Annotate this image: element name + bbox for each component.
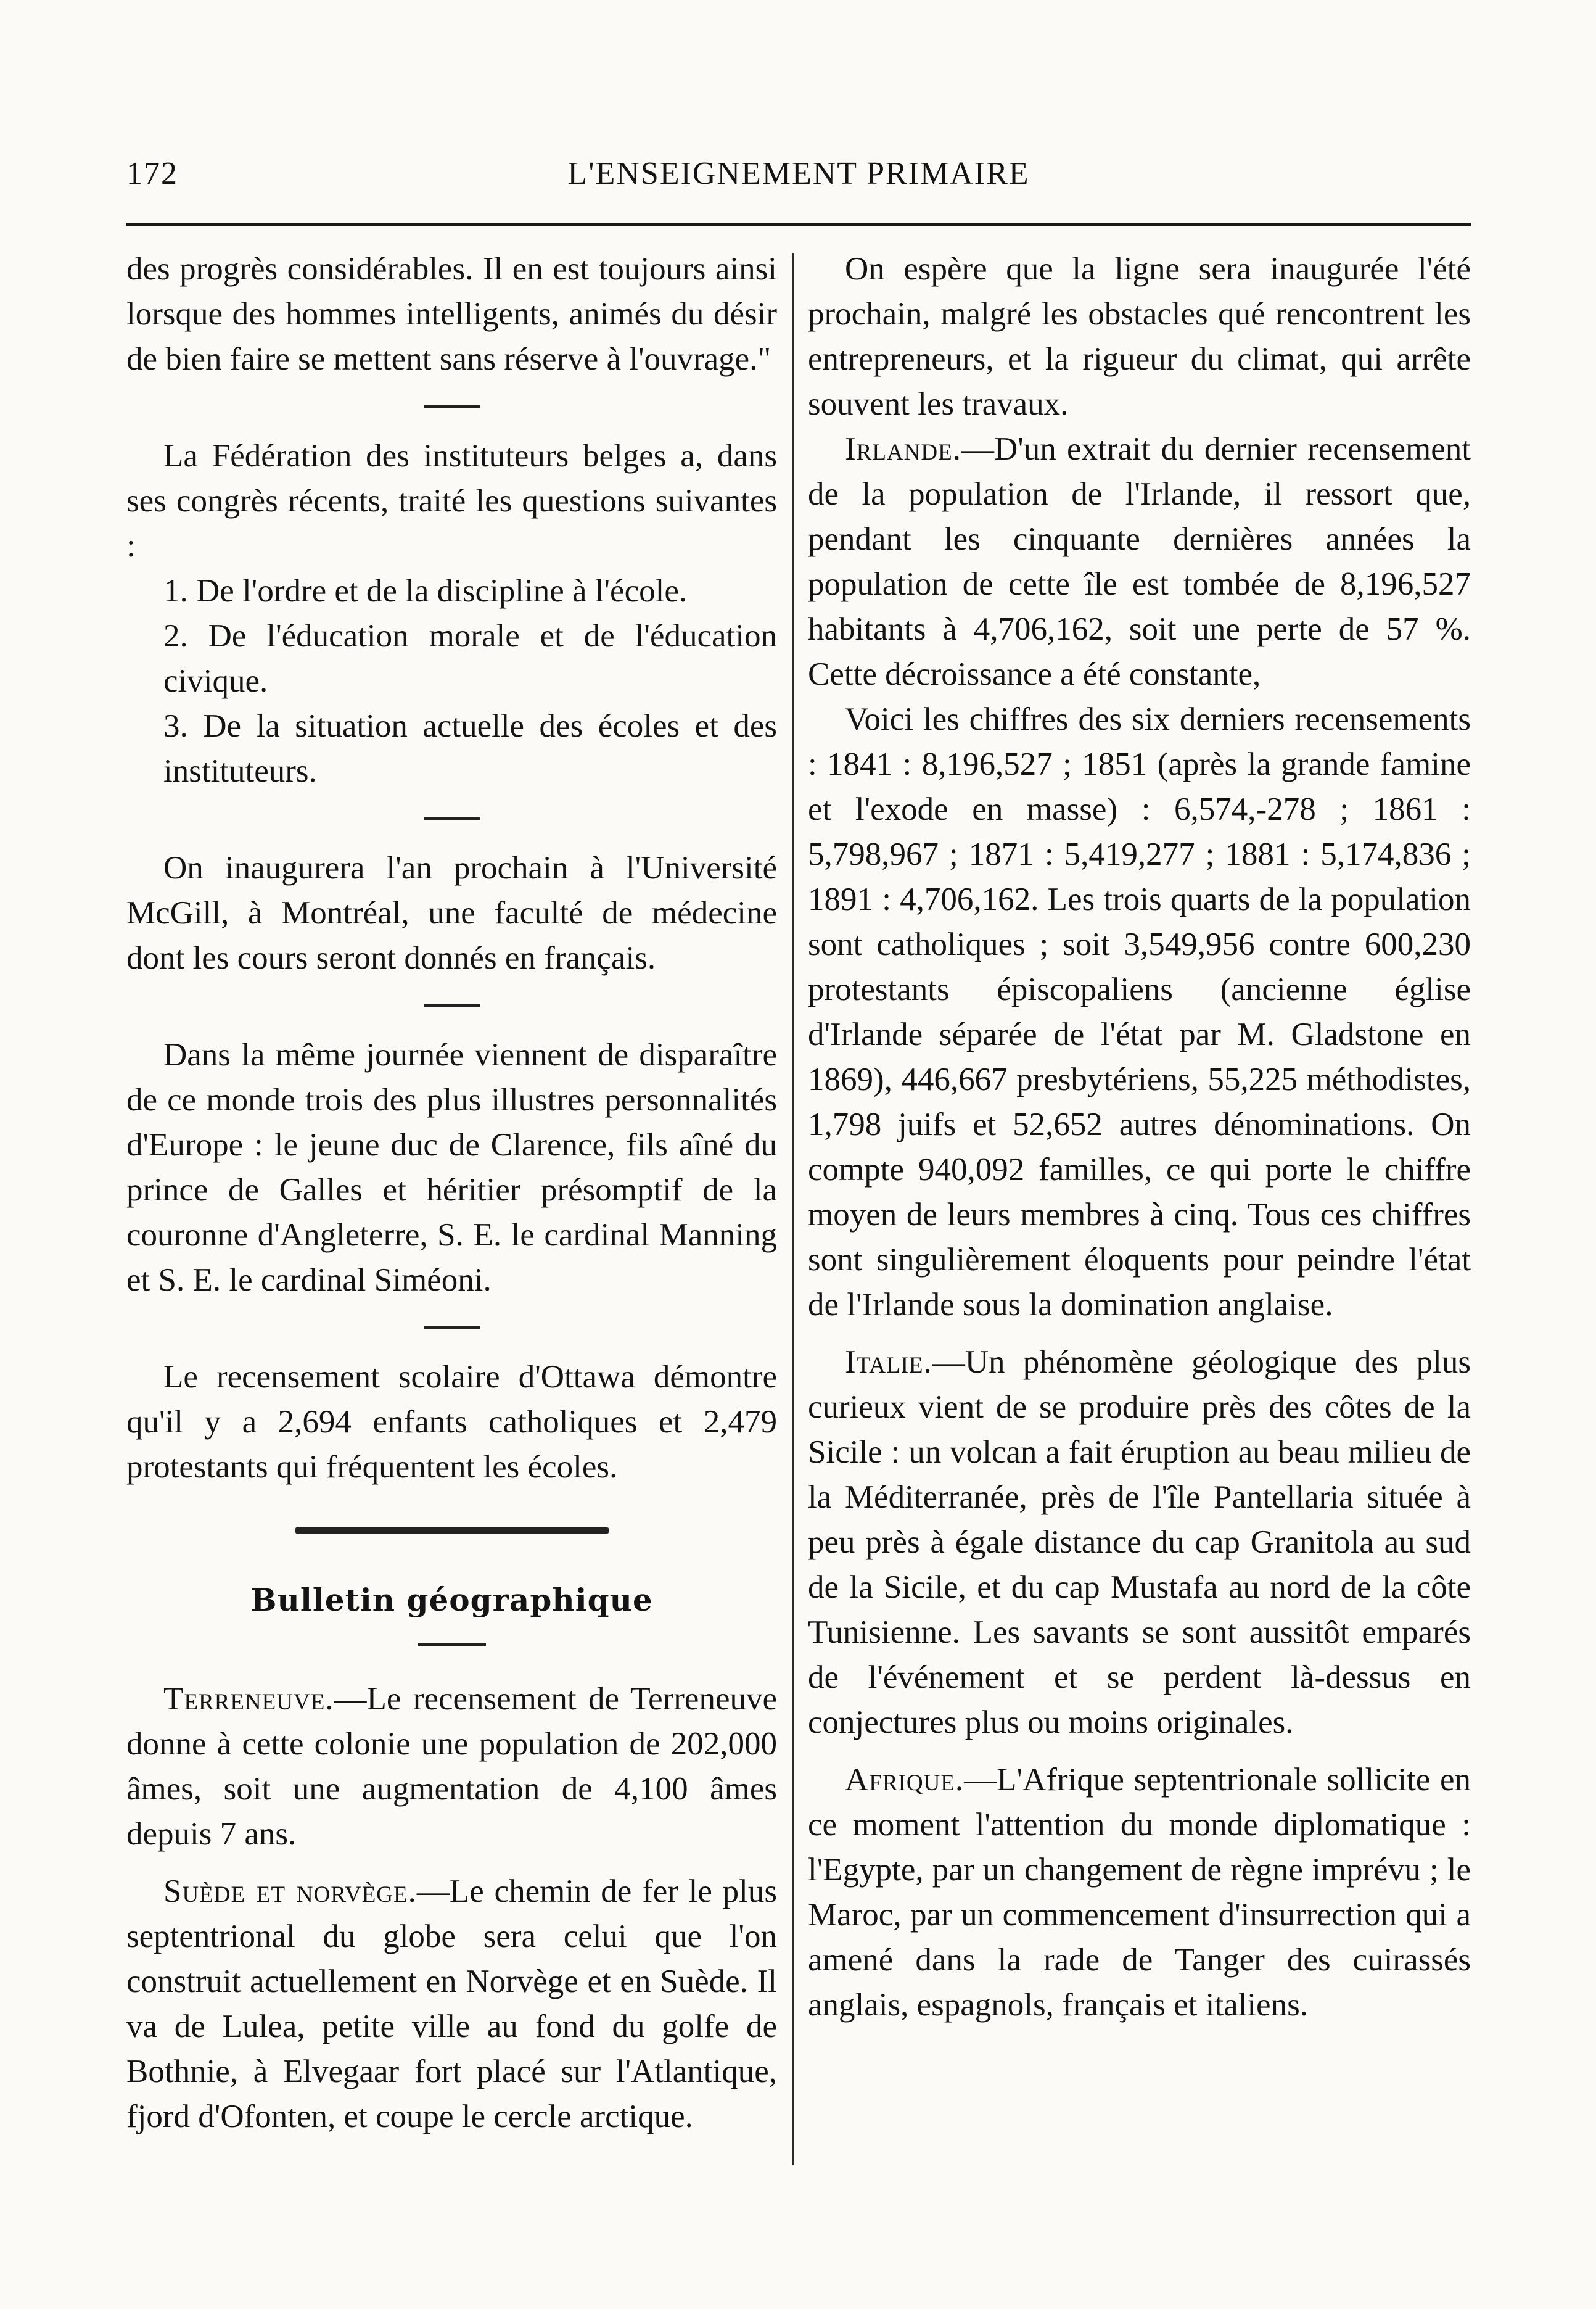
list-item: 2. De l'éducation morale et de l'éducation civique. bbox=[163, 618, 777, 699]
ornamental-rule bbox=[295, 1527, 609, 1534]
separator-rule bbox=[418, 1643, 486, 1646]
paragraph-personnalites: Dans la même journée viennent de disparaître de ce monde trois des plus illustres personnalités d'Europe : le jeune duc de Clarence, fils aîné du prince de Galles et héritier présomptif de la couronne d'Angleterre, S. E. le cardinal Manning et S. E. le cardinal Siméoni. bbox=[126, 1037, 777, 1298]
entry-lead: Italie. bbox=[845, 1344, 932, 1380]
paragraph-mcgill: On inaugurera l'an prochain à l'Université McGill, à Montréal, une faculté de médecine dont les cours seront donnés en français. bbox=[126, 850, 777, 976]
left-column bbox=[126, 247, 777, 2139]
paragraph-afrique bbox=[808, 1758, 1471, 2028]
paragraph-suede bbox=[126, 1869, 777, 2139]
entry-lead: Afrique. bbox=[845, 1762, 965, 1798]
entry-lead: Suède et norvège. bbox=[163, 1873, 417, 1909]
spacer bbox=[126, 1857, 777, 1869]
paragraph-ottawa: Le recensement scolaire d'Ottawa démontre qu'il y a 2,694 enfants catholiques et 2,479 protestants qui fréquentent les écoles. bbox=[126, 1359, 777, 1485]
paragraph-italie bbox=[808, 1340, 1471, 1745]
entry-text: —L'Afrique septentrionale sollicite en ce moment l'attention du monde diplomatique : l'Egypte, par un changement de règne imprévu ; le Maroc, par un commencement d'insurrection qui a amené dans la rade de Tanger des cuirassés anglais, espagnols, français et italiens. bbox=[808, 1762, 1471, 2023]
column-divider bbox=[792, 253, 794, 2165]
entry-text: —D'un extrait du dernier recensement de la population de l'Irlande, il ressort que, pendant les cinquante dernières années la population de cette île est tombée de 8,196,527 habitants à 4,706,162, soit une perte de 57 %. Cette décroissance a été constante, bbox=[808, 431, 1471, 692]
running-title: L'ENSEIGNEMENT PRIMAIRE bbox=[567, 156, 1030, 191]
entry-text: —Le recensement de Terreneuve donne à cette colonie une population de 202,000 âmes, soit une augmentation de 4,100 âmes depuis 7 ans. bbox=[126, 1681, 777, 1852]
running-header bbox=[126, 155, 1471, 205]
paragraph-terreneuve bbox=[126, 1677, 777, 1857]
spacer bbox=[808, 1745, 1471, 1758]
paragraph-federation: La Fédération des instituteurs belges a, dans ses congrès récents, traité les questions suivantes : bbox=[126, 438, 777, 564]
section-title: Bulletin géographique bbox=[250, 1582, 653, 1618]
separator-rule bbox=[424, 817, 480, 820]
list-item: 1. De l'ordre et de la discipline à l'école. bbox=[163, 573, 688, 609]
spacer bbox=[808, 1328, 1471, 1340]
paragraph-continued: des progrès considérables. Il en est toujours ainsi lorsque des hommes intelligents, animés du désir de bien faire se mettent sans réserve à l'ouvrage." bbox=[126, 251, 777, 377]
page-number: 172 bbox=[126, 156, 178, 191]
paragraph-continued: On espère que la ligne sera inaugurée l'été prochain, malgré les obstacles qué rencontrent les entrepreneurs, et la rigueur du climat, qui arrête souvent les travaux. bbox=[808, 251, 1471, 422]
entry-text: —Le chemin de fer le plus septentrional du globe sera celui que l'on construit actuellement en Norvège et en Suède. Il va de Lulea, petite ville au fond du golfe de Bothnie, à Elvegaar fort placé sur l'Atlantique, fjord d'Ofonten, et coupe le cercle arctique. bbox=[126, 1873, 778, 2134]
separator-rule bbox=[424, 1326, 480, 1329]
separator-rule bbox=[424, 405, 480, 408]
entry-lead: Terreneuve. bbox=[163, 1681, 334, 1717]
entry-text: —Un phénomène géologique des plus curieux vient de se produire près des côtes de la Sicile : un volcan a fait éruption au beau milieu de la Méditerranée, près de l'île Pantellaria située à peu près à égale distance du cap Granitola au sud de la Sicile, et du cap Mustafa au nord de la côte Tunisienne. Les savants se sont aussitôt emparés de l'événement et se perdent là-dessus en conjectures plus ou moins originales. bbox=[808, 1344, 1471, 1740]
separator-rule bbox=[424, 1004, 480, 1007]
paragraph-irlande bbox=[808, 427, 1471, 697]
list-item: 3. De la situation actuelle des écoles et des instituteurs. bbox=[163, 708, 777, 789]
right-column bbox=[808, 247, 1471, 2028]
header-rule bbox=[126, 223, 1471, 226]
entry-lead: Irlande. bbox=[845, 431, 961, 467]
paragraph-recensements: Voici les chiffres des six derniers recensements : 1841 : 8,196,527 ; 1851 (après la grande famine et l'exode en masse) : 6,574,-278 ; 1861 : 5,798,967 ; 1871 : 5,419,277 ; 1881 : 5,174,836 ; 1891 : 4,706,162. Les trois quarts de la population sont catholiques ; soit 3,549,956 contre 600,230 protestants épiscopaliens (ancienne église d'Irlande séparée de l'état par M. Gladstone en 1869), 446,667 presbytériens, 55,225 méthodistes, 1,798 juifs et 52,652 autres dénominations. On compte 940,092 familles, ce qui porte le chiffre moyen de leurs membres à cinq. Tous ces chiffres sont singulièrement éloquents pour peindre l'état de l'Irlande sous la domination anglaise. bbox=[808, 701, 1471, 1323]
